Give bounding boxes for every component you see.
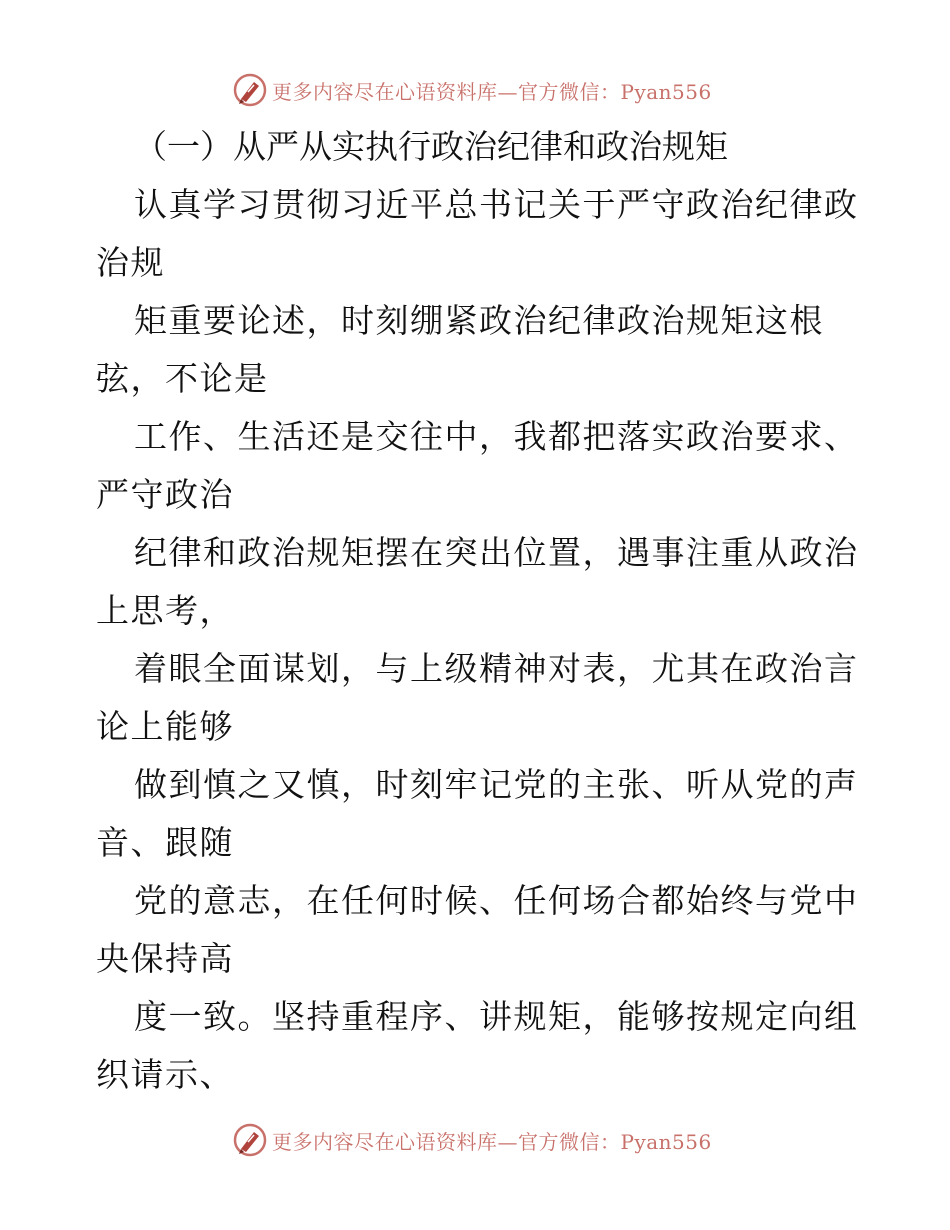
paragraph-line: 音、跟随	[96, 823, 234, 862]
paragraph-line: 着眼全面谋划，与上级精神对表，尤其在政治言	[134, 649, 859, 688]
paragraph-line: 党的意志，在任何时候、任何场合都始终与党中	[134, 881, 859, 920]
paragraph	[96, 524, 859, 640]
paragraph-line: 治规	[96, 243, 165, 282]
paragraph	[96, 176, 859, 292]
paragraph-line: 做到慎之又慎，时刻牢记党的主张、听从党的声	[134, 765, 859, 804]
paragraph	[96, 292, 856, 408]
header-watermark	[232, 70, 712, 110]
paragraph-line: 严守政治	[96, 475, 234, 514]
paragraph-line: 央保持高	[96, 939, 234, 978]
paragraph	[96, 408, 859, 524]
paragraph	[96, 872, 859, 988]
footer-watermark	[232, 1120, 712, 1160]
paragraph-line: 工作、生活还是交往中，我都把落实政治要求、	[134, 417, 859, 456]
paragraph-line: 上思考，	[96, 591, 234, 630]
paragraph-line: 弦，不论是	[96, 359, 269, 398]
pen-logo-icon	[232, 72, 268, 108]
paragraph-line: 矩重要论述，时刻绷紧政治纪律政治规矩这根	[134, 301, 824, 340]
paragraph	[96, 988, 859, 1104]
document-body	[96, 118, 859, 1104]
paragraph-line: 度一致。坚持重程序、讲规矩，能够按规定向组	[134, 997, 859, 1036]
paragraph-line: 认真学习贯彻习近平总书记关于严守政治纪律政	[134, 185, 859, 224]
section-heading: （一）从严从实执行政治纪律和政治规矩	[134, 127, 728, 166]
watermark-text: 更多内容尽在心语资料库—官方微信：Pyan556	[272, 79, 712, 104]
pen-logo-icon	[232, 1122, 268, 1158]
paragraph	[96, 756, 859, 872]
watermark-text: 更多内容尽在心语资料库—官方微信：Pyan556	[272, 1129, 712, 1154]
paragraph	[96, 640, 859, 756]
paragraph-line: 织请示、	[96, 1055, 234, 1094]
paragraph-line: 纪律和政治规矩摆在突出位置，遇事注重从政治	[134, 533, 859, 572]
paragraph-line: 论上能够	[96, 707, 234, 746]
